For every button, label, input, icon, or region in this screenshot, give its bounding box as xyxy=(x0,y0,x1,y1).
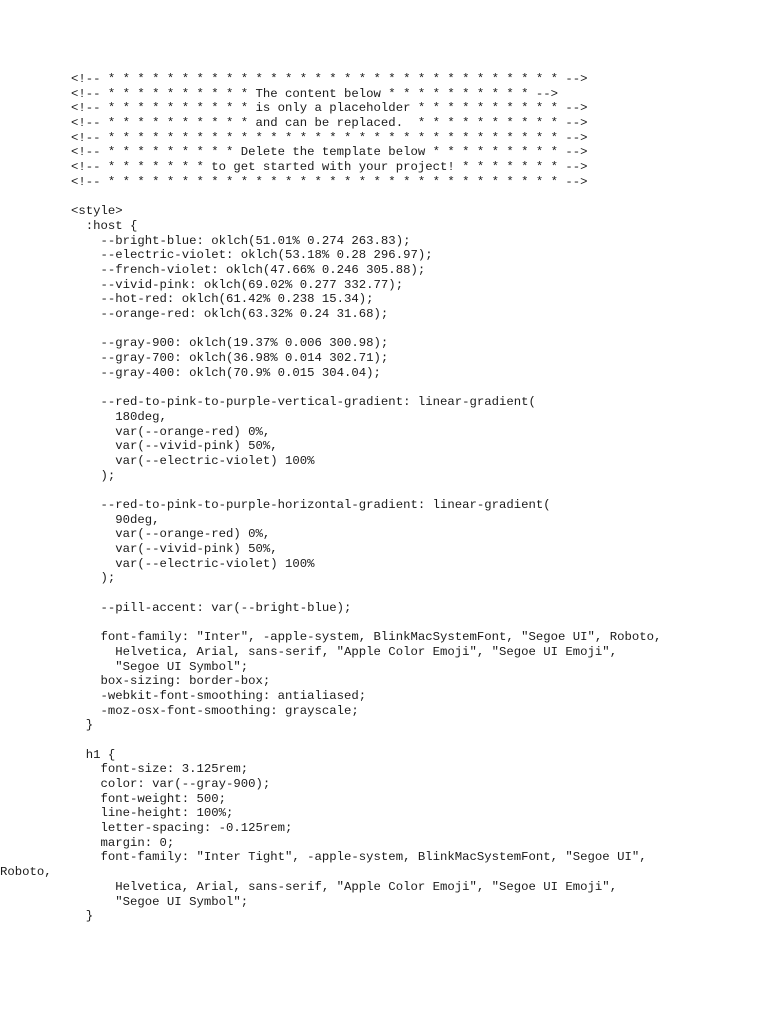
code-line: var(--electric-violet) 100% xyxy=(71,556,315,571)
code-line: Helvetica, Arial, sans-serif, "Apple Color Emoji", "Segoe UI Emoji", xyxy=(71,879,618,894)
code-line: <!-- * * * * * * * * * * * * * * * * * * * * * * * * * * * * * * * --> xyxy=(71,174,588,189)
code-line: "Segoe UI Symbol"; xyxy=(71,894,249,909)
code-line xyxy=(71,483,661,498)
code-line: font-family: "Inter", -apple-system, BlinkMacSystemFont, "Segoe UI", Roboto, xyxy=(71,630,662,645)
code-line xyxy=(71,733,661,748)
code-line: <!-- * * * * * * * * * * * * * * * * * * * * * * * * * * * * * * * --> xyxy=(71,130,588,145)
code-line: --red-to-pink-to-purple-horizontal-gradient: linear-gradient( xyxy=(71,497,551,512)
code-line: <!-- * * * * * * * * * Delete the template below * * * * * * * * * --> xyxy=(71,145,588,160)
code-line: <!-- * * * * * * * to get started with your project! * * * * * * * --> xyxy=(71,160,588,175)
code-line: var(--electric-violet) 100% xyxy=(71,453,315,468)
code-line: <style> xyxy=(71,204,123,219)
code-line: h1 { xyxy=(71,747,116,762)
code-line xyxy=(71,586,661,601)
code-line: margin: 0; xyxy=(71,835,175,850)
code-line: --pill-accent: var(--bright-blue); xyxy=(71,600,352,615)
code-line: } xyxy=(71,718,94,733)
code-line xyxy=(71,190,661,205)
code-line: font-weight: 500; xyxy=(71,791,226,806)
code-line: var(--orange-red) 0%, xyxy=(71,424,271,439)
code-line xyxy=(71,615,661,630)
code-line: ); xyxy=(71,468,116,483)
code-line: <!-- * * * * * * * * * * * * * * * * * * * * * * * * * * * * * * * --> xyxy=(71,72,588,86)
code-line: Helvetica, Arial, sans-serif, "Apple Color Emoji", "Segoe UI Emoji", xyxy=(71,644,618,659)
code-line: 180deg, xyxy=(71,409,167,424)
code-line: --bright-blue: oklch(51.01% 0.274 263.83); xyxy=(71,233,411,248)
code-line: line-height: 100%; xyxy=(71,806,234,821)
code-line: --french-violet: oklch(47.66% 0.246 305.88); xyxy=(71,262,426,277)
code-line: font-size: 3.125rem; xyxy=(71,762,249,777)
code-line: --electric-violet: oklch(53.18% 0.28 296.97); xyxy=(71,248,433,263)
code-line: var(--orange-red) 0%, xyxy=(71,527,271,542)
code-line: --gray-400: oklch(70.9% 0.015 304.04); xyxy=(71,365,381,380)
code-line: <!-- * * * * * * * * * * is only a placeholder * * * * * * * * * * --> xyxy=(71,101,588,116)
code-line-wrapped: Roboto, xyxy=(0,865,52,880)
code-line: --vivid-pink: oklch(69.02% 0.277 332.77); xyxy=(71,277,404,292)
code-line: --red-to-pink-to-purple-vertical-gradient: linear-gradient( xyxy=(71,395,536,410)
code-line: :host { xyxy=(71,218,138,233)
code-line: box-sizing: border-box; xyxy=(71,674,271,689)
code-line: font-family: "Inter Tight", -apple-system, BlinkMacSystemFont, "Segoe UI", xyxy=(71,850,647,865)
code-line: --gray-700: oklch(36.98% 0.014 302.71); xyxy=(71,351,389,366)
source-code-listing xyxy=(0,72,662,924)
code-line: -moz-osx-font-smoothing: grayscale; xyxy=(71,703,359,718)
code-line: -webkit-font-smoothing: antialiased; xyxy=(71,688,367,703)
code-line: } xyxy=(71,909,94,924)
code-line: color: var(--gray-900); xyxy=(71,777,271,791)
code-line: var(--vivid-pink) 50%, xyxy=(71,439,278,454)
code-line: "Segoe UI Symbol"; xyxy=(71,659,249,674)
code-line: --orange-red: oklch(63.32% 0.24 31.68); xyxy=(71,307,389,321)
code-line xyxy=(71,322,661,337)
code-line: <!-- * * * * * * * * * * and can be replaced. * * * * * * * * * * --> xyxy=(71,116,588,131)
code-line: ); xyxy=(71,571,116,586)
code-line xyxy=(71,380,661,395)
code-line: var(--vivid-pink) 50%, xyxy=(71,542,278,556)
code-line: --hot-red: oklch(61.42% 0.238 15.34); xyxy=(71,292,374,307)
code-line: 90deg, xyxy=(71,512,160,527)
code-line: <!-- * * * * * * * * * * The content below * * * * * * * * * * --> xyxy=(71,86,559,101)
code-line: letter-spacing: -0.125rem; xyxy=(71,821,293,836)
code-line: --gray-900: oklch(19.37% 0.006 300.98); xyxy=(71,336,389,351)
